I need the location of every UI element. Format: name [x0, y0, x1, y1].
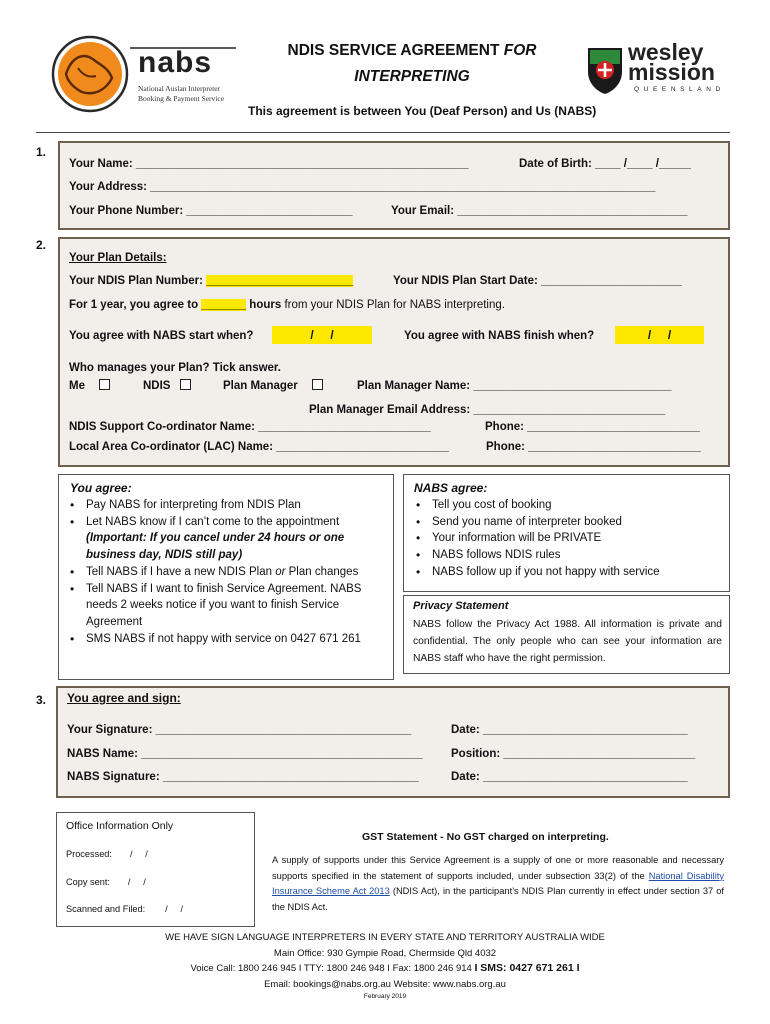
gst-text: A supply of supports under this Service Agreement is a supply of one or more reasonable and necessary supports specified in the statement of supports included, under subsection 33(2) of the National Disability Insurance Scheme Act 2013 (NDIS Act), in the participant’s NDIS Plan currently in effect under section 37 of the NDIS Act.: [272, 855, 725, 912]
manages-question: Who manages your Plan? Tick answer.: [69, 362, 281, 374]
wesley-mission-logo: [584, 40, 724, 100]
nabs-agree-item: • NABS follow up if you not happy with service: [408, 564, 728, 581]
privacy-text: NABS follow the Privacy Act 1988. All information is private and confidential. The only people who can see your information are NABS staff who have the right permission.: [413, 619, 722, 664]
wesley-logo-text: wesley: [628, 39, 704, 65]
footer-line4: Email: bookings@nabs.org.au Website: www.nabs.org.au: [264, 978, 506, 990]
queensland-logo-text: QUEENSLAND: [634, 86, 725, 93]
gst-heading: GST Statement - No GST charged on interpreting.: [362, 831, 609, 843]
sign-heading: You agree and sign:: [67, 691, 181, 705]
option-pm-label: Plan Manager: [223, 380, 298, 392]
lac-name-field[interactable]: Local Area Co-ordinator (LAC) Name: ___________________________: [69, 441, 449, 453]
plan-manager-email-field[interactable]: Plan Manager Email Address: ______________________________: [309, 404, 666, 416]
phone-field[interactable]: Your Phone Number: __________________________: [69, 205, 353, 217]
office-title: Office Information Only: [66, 820, 174, 832]
you-agree-item: • Pay NABS for interpreting from NDIS Plan: [62, 497, 392, 514]
signature-field[interactable]: Your Signature: ________________________________________: [67, 724, 412, 736]
footer-line1: WE HAVE SIGN LANGUAGE INTERPRETERS IN EVERY STATE AND TERRITORY AUSTRALIA WIDE: [165, 932, 605, 943]
nabs-logo-sub1: National Auslan Interpreter: [138, 84, 221, 93]
nabs-logo-text: nabs: [138, 46, 213, 79]
option-plan-manager[interactable]: [223, 379, 323, 392]
footer-line3: Voice Call: 1800 246 945 I TTY: 1800 246 948 I Fax: 1800 246 914 I SMS: 0427 671 261 I: [190, 962, 580, 974]
you-agree-item: • Tell NABS if I want to finish Service Agreement. NABS needs 2 weeks notice if you want to finish Service Agreement: [62, 581, 392, 631]
option-me-label: Me: [69, 380, 85, 392]
footer: [0, 930, 770, 1002]
agreement-subtitle: This agreement is between You (Deaf Person) and Us (NABS): [248, 104, 597, 118]
important-note: (Important: If you cancel under 24 hours or one business day, NDIS still pay): [86, 532, 345, 562]
nabs-name-field[interactable]: NABS Name: ____________________________________________: [67, 748, 423, 760]
address-field[interactable]: Your Address: _______________________________________________________________________________: [69, 181, 656, 193]
office-processed: Processed: / /: [66, 849, 148, 859]
finish-label: You agree with NABS finish when?: [404, 330, 595, 342]
start-date-field[interactable]: / /: [272, 326, 372, 344]
me-checkbox[interactable]: [99, 379, 110, 390]
plan-details-heading: Your Plan Details:: [69, 252, 167, 264]
nabs-agree-item: • Tell you cost of booking: [408, 497, 728, 514]
coordinator-name-field[interactable]: NDIS Support Co-ordinator Name: ___________________________: [69, 421, 431, 433]
nabs-date-field[interactable]: Date: ________________________________: [451, 771, 688, 783]
signature-date-field[interactable]: Date: ________________________________: [451, 724, 688, 736]
finish-date-field[interactable]: / /: [615, 326, 704, 344]
you-agree-list: [62, 497, 392, 647]
section-3-number: 3.: [36, 693, 47, 707]
footer-line2: Main Office: 930 Gympie Road, Chermside Qld 4032: [273, 947, 497, 959]
plan-manager-checkbox[interactable]: [312, 379, 323, 390]
section-1-number: 1.: [36, 145, 47, 159]
office-scanned: Scanned and Filed: / /: [66, 904, 184, 914]
nabs-agree-heading-text: NABS agree:: [414, 481, 488, 495]
ndis-checkbox[interactable]: [180, 379, 191, 390]
nabs-logo: [50, 34, 240, 116]
nabs-agree-item: • Send you name of interpreter booked: [408, 514, 728, 531]
plan-number-field[interactable]: [69, 275, 353, 287]
nabs-agree-heading: [414, 481, 487, 495]
option-ndis[interactable]: [143, 379, 191, 392]
ndis-act-link[interactable]: National Disability Insurance Scheme Act 2013: [272, 870, 725, 896]
position-field[interactable]: Position: ______________________________: [451, 748, 696, 760]
title-line1: NDIS SERVICE AGREEMENT: [287, 42, 504, 59]
option-ndis-label: NDIS: [143, 380, 171, 392]
hours-post: from your NDIS Plan for NABS interpreting.: [284, 299, 505, 311]
lac-phone-field[interactable]: Phone: ___________________________: [486, 441, 701, 453]
hours-bold: hours: [249, 299, 282, 311]
wesley-shield-icon: [584, 44, 626, 96]
coordinator-phone-field[interactable]: Phone: ___________________________: [485, 421, 700, 433]
email-field[interactable]: Your Email: ____________________________________: [391, 205, 688, 217]
hours-pre: For 1 year, you agree to: [69, 299, 199, 311]
name-field[interactable]: Your Name: ____________________________________________________: [69, 158, 469, 170]
you-agree-item: • Tell NABS if I have a new NDIS Plan or Plan changes: [62, 564, 392, 581]
you-agree-item: • SMS NABS if not happy with service on 0427 671 261: [62, 631, 392, 648]
nabs-logo-sub2: Booking & Payment Service: [138, 94, 225, 103]
plan-start-field[interactable]: Your NDIS Plan Start Date: ______________________: [393, 275, 682, 287]
office-copy-sent: Copy sent: / /: [66, 877, 146, 887]
plan-number-blank[interactable]: _______________________: [206, 275, 354, 287]
you-agree-item: • Let NABS know if I can’t come to the appointment (Important: If you cancel under 24 hours or one business day, NDIS still pay): [62, 514, 392, 564]
plan-manager-name-field[interactable]: Plan Manager Name: _______________________________: [357, 380, 672, 392]
page-title: [262, 38, 562, 90]
you-agree-heading-text: You agree:: [70, 481, 132, 495]
nabs-signature-field[interactable]: NABS Signature: ________________________________________: [67, 771, 419, 783]
footer-date: February 2019: [363, 993, 407, 1000]
privacy-heading: Privacy Statement: [413, 600, 509, 612]
plan-number-label: Your NDIS Plan Number:: [69, 275, 203, 287]
section-2-number: 2.: [36, 238, 47, 252]
mission-logo-text: mission: [628, 59, 715, 85]
nabs-agree-list: [408, 497, 728, 581]
nabs-agree-item: • Your information will be PRIVATE: [408, 530, 728, 547]
hours-line: [69, 299, 505, 311]
start-label: You agree with NABS start when?: [69, 330, 254, 342]
option-me[interactable]: [69, 379, 110, 392]
title-line1-italic: FOR: [503, 42, 537, 59]
title-line2: INTERPRETING: [354, 68, 470, 85]
hours-blank[interactable]: _______: [201, 299, 247, 311]
you-agree-heading: [70, 481, 132, 495]
header-divider: [36, 132, 730, 133]
nabs-agree-item: • NABS follows NDIS rules: [408, 547, 728, 564]
dob-field[interactable]: Date of Birth: ____ /____ /_____: [519, 158, 691, 170]
